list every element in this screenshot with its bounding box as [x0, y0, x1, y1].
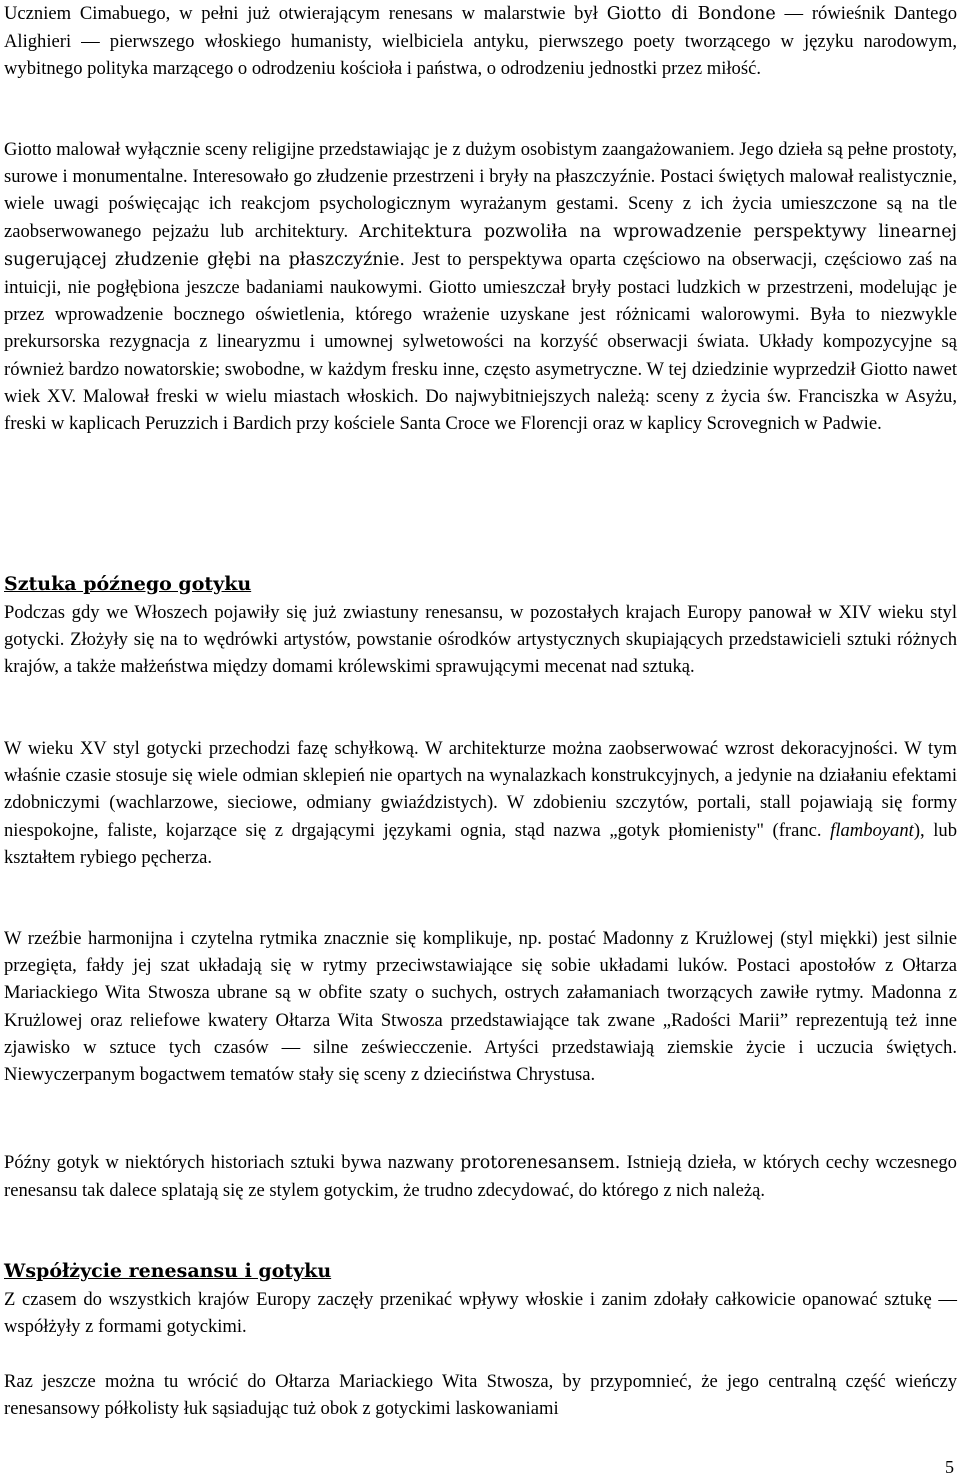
- paragraph-text: Giotto malował wyłącznie sceny religijne przedstawiając je z dużym osobistym zaangażowaniem. Jego dzieła są pełne prostoty, surowe i monumentalne. Interesowało go złudzenie przestrzeni i bryły na płaszczyźnie. Postaci świętych malował realistycznie, wiele uwagi poświęcając ich reakcjom psychologicznym wyrażanym gestami. Sceny z ich życia umieszczone są na tle zaobserwowanego pejzażu lub architektury.: [4, 139, 957, 242]
- paragraph-giotto-intro: [4, 0, 957, 83]
- protorenaissance-term: protorenesansem.: [460, 1153, 621, 1173]
- paragraph-late-gothic: Podczas gdy we Włoszech pojawiły się już zwiastuny renesansu, w pozostałych krajach Europy panował w XIV wieku styl gotycki. Złożyły się na to wędrówki artystów, powstanie ośrodków artystycznych skupiających przedstawicieli sztuki różnych krajów, a także małżeństwa między domami królewskimi sprawującymi mecenat nad sztuką.: [4, 602, 957, 678]
- paragraph-text: W wieku XV styl gotycki przechodzi fazę schyłkową. W architekturze można zaobserwować wzrost dekoracyjności. W tym właśnie czasie stosuje się wiele odmian sklepień nie opartych na wynalazkach konstrukcyjnych, a jedynie na działaniu efektami zdobniczymi (wachlarzowe, sieciowe, odmiany gwiaździstych). W zdobieniu szczytów, portali, stall pojawiają się formy niespokojne, faliste, kojarzące się z drgającymi językami ognia, stąd nazwa „gotyk płomienisty" (franc.: [4, 738, 957, 841]
- paragraph-sculpture: W rzeźbie harmonijna i czytelna rytmika znacznie się komplikuje, np. postać Madonny z Krużlowej (styl miękki) jest silnie przegięta, fałdy jej szat układają się w rytmy przeciwstawiające się sobie układami luków. Postaci apostołów z Ołtarza Mariackiego Wita Stwosza ubrane są w obfite szaty o suchych, ostrych załamaniach tworzących zawiłe rytmy. Madonna z Krużlowej oraz reliefowe kwatery Ołtarza Wita Stwosza przedstawiające tak zwane „Radości Marii” reprezentują też inne zjawisko w sztuce tych czasów — silne zeświecczenie. Artyści przedstawiają ziemskie życie i uczucia świętych. Niewyczerpanym bogactwem tematów stały się sceny z dzieciństwa Chrystusa.: [4, 928, 957, 1086]
- paragraph-text: Jest to perspektywa oparta częściowo na obserwacji, częściowo zaś na intuicji, nie pogłębiona jeszcze badaniami naukowymi. Giotto umieszczał bryły postaci ludzkich w przestrzeni, modelując je przez wprowadzenie bocznego oświetlenia, którego wrażenie uzyskane jest różnicami walorowymi. Była to niezwykle prekursorska rezygnacja z linearyzmu i umownej sylwetowości na korzyść obserwacji świata. Układy kompozycyjne są również bardzo nowatorskie; swobodne, w każdym fresku inne, często asymetryczne. W tej dziedzinie wyprzedził Giotto nawet wiek XV. Malował freski w wielu miastach włoskich. Do najwybitniejszych należą: sceny z życia św. Franciszka w Asyżu, freski w kaplicach Peruzzich i Bardich przy kościele Santa Croce we Florencji oraz w kaplicy Scrovegnich w Padwie.: [4, 248, 957, 435]
- section-heading-late-gothic: Sztuka późnego gotyku: [4, 573, 252, 595]
- giotto-name: Giotto di Bondone: [606, 4, 776, 24]
- section-heading-coexistence: Współżycie renesansu i gotyku: [4, 1260, 332, 1282]
- paragraph-coexistence: Z czasem do wszystkich krajów Europy zaczęły przenikać wpływy włoskie i zanim zdołały całkowicie opanować sztukę — współżyły z formami gotyckimi.: [4, 1289, 957, 1338]
- paragraph-text: ), lub kształtem rybiego pęcherza.: [4, 819, 958, 868]
- paragraph-altar: Raz jeszcze można tu wrócić do Ołtarza Mariackiego Wita Stwosza, by przypomnieć, że jego centralną część wieńczy renesansowy półkolisty łuk sąsiadując tuż obok z gotyckimi laskowaniami: [4, 1371, 957, 1420]
- paragraph-text: Istnieją dzieła, w których cechy wczesnego renesansu tak dalece splatają się ze stylem gotyckim, że trudno zdecydować, do którego z nich należą.: [4, 1152, 957, 1202]
- paragraph-giotto-work: [4, 136, 957, 437]
- paragraph-text: — rówieśnik Dantego Alighieri — pierwszego włoskiego humanisty, wielbiciela antyku, pierwszego poety tworzącego w języku narodowym, wybitnego polityka marzącego o odrodzeniu kościoła i państwa, o odrodzeniu jednostki przez miłość.: [4, 3, 957, 80]
- perspective-highlight: Architektura pozwoliła na wprowadzenie perspektywy linearnej sugerującej złudzenie głębi na płaszczyźnie.: [4, 221, 957, 270]
- paragraph-protorenaissance: [4, 1149, 957, 1204]
- paragraph-flamboyant: [4, 735, 957, 871]
- page-number: 5: [945, 1457, 954, 1477]
- flamboyant-term: flamboyant: [830, 819, 914, 841]
- paragraph-text: Późny gotyk w niektórych historiach sztuki bywa nazwany: [4, 1152, 461, 1173]
- paragraph-text: Uczniem Cimabuego, w pełni już otwierającym renesans w malarstwie był: [4, 3, 607, 24]
